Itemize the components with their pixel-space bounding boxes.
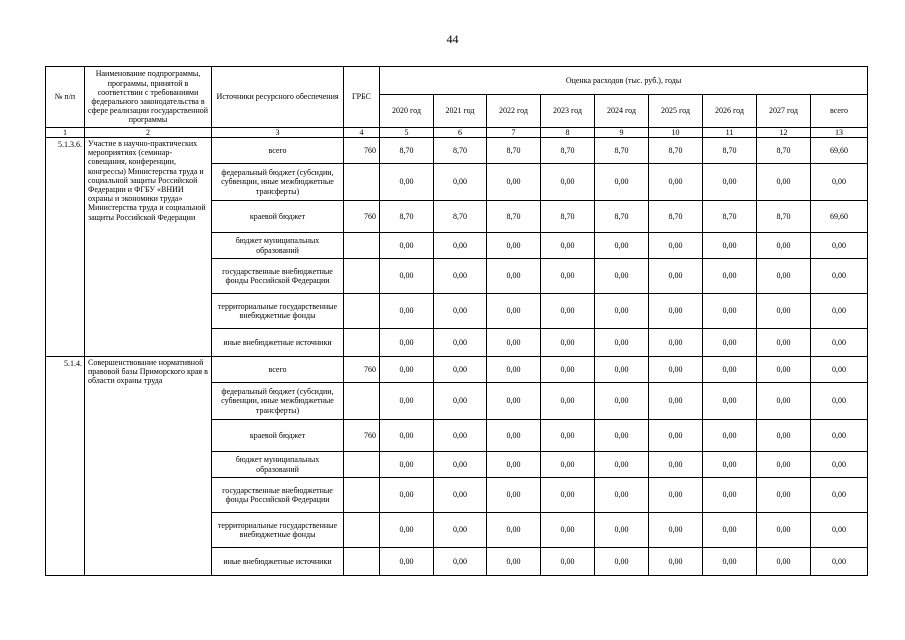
year-value: 0,00 xyxy=(757,452,811,478)
year-value: 0,00 xyxy=(541,259,595,294)
year-value: 0,00 xyxy=(649,357,703,383)
total-value: 69,60 xyxy=(811,201,868,233)
header-year: 2024 год xyxy=(595,95,649,128)
year-value: 8,70 xyxy=(595,201,649,233)
year-value: 0,00 xyxy=(595,357,649,383)
year-value: 0,00 xyxy=(703,478,757,513)
year-value: 0,00 xyxy=(595,452,649,478)
year-value: 0,00 xyxy=(434,259,487,294)
program-name: Совершенствование нормативной правовой базы Приморского края в области охраны труда xyxy=(85,357,212,576)
total-value: 0,00 xyxy=(811,548,868,576)
year-value: 0,00 xyxy=(541,513,595,548)
funding-source: всего xyxy=(212,357,344,383)
year-value: 0,00 xyxy=(757,259,811,294)
year-value: 8,70 xyxy=(380,138,434,164)
total-value: 0,00 xyxy=(811,452,868,478)
total-value: 69,60 xyxy=(811,138,868,164)
year-value: 0,00 xyxy=(434,233,487,259)
year-value: 0,00 xyxy=(649,452,703,478)
year-value: 0,00 xyxy=(380,548,434,576)
year-value: 8,70 xyxy=(541,138,595,164)
year-value: 8,70 xyxy=(757,138,811,164)
column-index: 8 xyxy=(541,128,595,138)
header-row-1 xyxy=(46,67,868,95)
total-value: 0,00 xyxy=(811,233,868,259)
year-value: 0,00 xyxy=(541,233,595,259)
row-number: 5.1.3.6. xyxy=(46,138,85,357)
year-value: 8,70 xyxy=(595,138,649,164)
year-value: 0,00 xyxy=(434,383,487,420)
column-index: 9 xyxy=(595,128,649,138)
year-value: 0,00 xyxy=(434,164,487,201)
year-value: 8,70 xyxy=(380,201,434,233)
total-value: 0,00 xyxy=(811,478,868,513)
year-value: 0,00 xyxy=(541,478,595,513)
year-value: 0,00 xyxy=(757,294,811,329)
year-value: 8,70 xyxy=(649,138,703,164)
funding-source: территориальные государственные внебюджетные фонды xyxy=(212,513,344,548)
grbs-code: 760 xyxy=(344,201,380,233)
funding-source: краевой бюджет xyxy=(212,201,344,233)
year-value: 0,00 xyxy=(380,233,434,259)
funding-source: федеральный бюджет (субсидии, субвенции, иные межбюджетные трансферты) xyxy=(212,383,344,420)
year-value: 0,00 xyxy=(757,233,811,259)
year-value: 0,00 xyxy=(757,383,811,420)
funding-source: государственные внебюджетные фонды Российской Федерации xyxy=(212,478,344,513)
year-value: 0,00 xyxy=(703,383,757,420)
year-value: 0,00 xyxy=(757,164,811,201)
year-value: 0,00 xyxy=(757,329,811,357)
year-value: 0,00 xyxy=(487,420,541,452)
column-index: 11 xyxy=(703,128,757,138)
column-index: 6 xyxy=(434,128,487,138)
column-index: 7 xyxy=(487,128,541,138)
year-value: 8,70 xyxy=(487,201,541,233)
total-value: 0,00 xyxy=(811,383,868,420)
grbs-code xyxy=(344,548,380,576)
year-value: 0,00 xyxy=(595,164,649,201)
header-year: 2020 год xyxy=(380,95,434,128)
year-value: 0,00 xyxy=(757,548,811,576)
year-value: 0,00 xyxy=(434,478,487,513)
funding-source: территориальные государственные внебюджетные фонды xyxy=(212,294,344,329)
column-index: 12 xyxy=(757,128,811,138)
grbs-code xyxy=(344,294,380,329)
grbs-code: 760 xyxy=(344,357,380,383)
year-value: 0,00 xyxy=(541,329,595,357)
year-value: 0,00 xyxy=(487,548,541,576)
column-index: 2 xyxy=(85,128,212,138)
funding-source: бюджет муниципальных образований xyxy=(212,452,344,478)
total-value: 0,00 xyxy=(811,294,868,329)
year-value: 0,00 xyxy=(595,259,649,294)
grbs-code xyxy=(344,259,380,294)
year-value: 0,00 xyxy=(434,329,487,357)
budget-table xyxy=(45,66,868,576)
year-value: 0,00 xyxy=(703,420,757,452)
total-value: 0,00 xyxy=(811,164,868,201)
year-value: 8,70 xyxy=(649,201,703,233)
funding-source: государственные внебюджетные фонды Российской Федерации xyxy=(212,259,344,294)
total-value: 0,00 xyxy=(811,420,868,452)
header-year: 2026 год xyxy=(703,95,757,128)
year-value: 0,00 xyxy=(649,329,703,357)
year-value: 0,00 xyxy=(703,164,757,201)
year-value: 0,00 xyxy=(434,294,487,329)
year-value: 8,70 xyxy=(757,201,811,233)
year-value: 0,00 xyxy=(380,420,434,452)
funding-source: всего xyxy=(212,138,344,164)
funding-source: федеральный бюджет (субсидии, субвенции, иные межбюджетные трансферты) xyxy=(212,164,344,201)
year-value: 0,00 xyxy=(649,294,703,329)
header-grbs: ГРБС xyxy=(344,67,380,128)
row-number: 5.1.4. xyxy=(46,357,85,576)
header-no: № п/п xyxy=(46,67,85,128)
column-index: 5 xyxy=(380,128,434,138)
year-value: 0,00 xyxy=(380,294,434,329)
funding-source: бюджет муниципальных образований xyxy=(212,233,344,259)
year-value: 0,00 xyxy=(595,383,649,420)
header-name: Наименование подпрограммы, программы, принятой в соответствии с требованиями федерального законодательства в сфере реализации государственной программы xyxy=(85,67,212,128)
column-index: 1 xyxy=(46,128,85,138)
year-value: 0,00 xyxy=(649,383,703,420)
year-value: 0,00 xyxy=(487,294,541,329)
year-value: 8,70 xyxy=(703,138,757,164)
year-value: 0,00 xyxy=(649,420,703,452)
column-index: 4 xyxy=(344,128,380,138)
total-value: 0,00 xyxy=(811,329,868,357)
year-value: 0,00 xyxy=(487,478,541,513)
year-value: 8,70 xyxy=(434,201,487,233)
year-value: 0,00 xyxy=(434,513,487,548)
header-estimate: Оценка расходов (тыс. руб.), годы xyxy=(380,67,868,95)
year-value: 0,00 xyxy=(541,357,595,383)
year-value: 0,00 xyxy=(703,294,757,329)
year-value: 0,00 xyxy=(595,478,649,513)
year-value: 0,00 xyxy=(487,452,541,478)
header-year: 2027 год xyxy=(757,95,811,128)
funding-source: краевой бюджет xyxy=(212,420,344,452)
year-value: 0,00 xyxy=(595,329,649,357)
grbs-code xyxy=(344,513,380,548)
column-index: 3 xyxy=(212,128,344,138)
year-value: 0,00 xyxy=(380,513,434,548)
year-value: 8,70 xyxy=(541,201,595,233)
year-value: 0,00 xyxy=(541,383,595,420)
header-total: всего xyxy=(811,95,868,128)
year-value: 0,00 xyxy=(380,259,434,294)
total-value: 0,00 xyxy=(811,513,868,548)
page-number: 44 xyxy=(446,32,459,46)
year-value: 0,00 xyxy=(757,478,811,513)
year-value: 0,00 xyxy=(487,259,541,294)
header-index-row xyxy=(46,128,868,138)
grbs-code xyxy=(344,383,380,420)
year-value: 0,00 xyxy=(380,383,434,420)
column-index: 10 xyxy=(649,128,703,138)
year-value: 0,00 xyxy=(757,357,811,383)
year-value: 8,70 xyxy=(434,138,487,164)
year-value: 0,00 xyxy=(703,233,757,259)
table-body xyxy=(46,138,868,576)
year-value: 0,00 xyxy=(434,420,487,452)
year-value: 0,00 xyxy=(541,164,595,201)
year-value: 0,00 xyxy=(649,164,703,201)
year-value: 0,00 xyxy=(703,357,757,383)
year-value: 0,00 xyxy=(380,452,434,478)
total-value: 0,00 xyxy=(811,259,868,294)
year-value: 0,00 xyxy=(487,164,541,201)
total-value: 0,00 xyxy=(811,357,868,383)
header-sources: Источники ресурсного обеспечения xyxy=(212,67,344,128)
year-value: 0,00 xyxy=(649,548,703,576)
year-value: 0,00 xyxy=(703,513,757,548)
year-value: 0,00 xyxy=(541,294,595,329)
year-value: 0,00 xyxy=(541,420,595,452)
year-value: 0,00 xyxy=(649,513,703,548)
year-value: 0,00 xyxy=(380,164,434,201)
funding-source: иные внебюджетные источники xyxy=(212,548,344,576)
year-value: 0,00 xyxy=(595,548,649,576)
header-year: 2025 год xyxy=(649,95,703,128)
year-value: 0,00 xyxy=(541,548,595,576)
year-value: 0,00 xyxy=(703,452,757,478)
header-year: 2023 год xyxy=(541,95,595,128)
header-year: 2022 год xyxy=(487,95,541,128)
year-value: 0,00 xyxy=(487,513,541,548)
year-value: 0,00 xyxy=(541,452,595,478)
header-year: 2021 год xyxy=(434,95,487,128)
year-value: 0,00 xyxy=(595,513,649,548)
year-value: 0,00 xyxy=(649,259,703,294)
funding-source: иные внебюджетные источники xyxy=(212,329,344,357)
column-index: 13 xyxy=(811,128,868,138)
year-value: 0,00 xyxy=(487,233,541,259)
year-value: 0,00 xyxy=(434,548,487,576)
grbs-code xyxy=(344,452,380,478)
year-value: 8,70 xyxy=(487,138,541,164)
year-value: 0,00 xyxy=(595,233,649,259)
grbs-code: 760 xyxy=(344,138,380,164)
year-value: 0,00 xyxy=(649,233,703,259)
year-value: 0,00 xyxy=(595,420,649,452)
grbs-code xyxy=(344,164,380,201)
year-value: 0,00 xyxy=(487,357,541,383)
grbs-code: 760 xyxy=(344,420,380,452)
year-value: 0,00 xyxy=(380,357,434,383)
year-value: 0,00 xyxy=(595,294,649,329)
year-value: 0,00 xyxy=(703,548,757,576)
table-row xyxy=(46,138,868,164)
year-value: 0,00 xyxy=(757,513,811,548)
grbs-code xyxy=(344,329,380,357)
year-value: 0,00 xyxy=(380,329,434,357)
year-value: 0,00 xyxy=(380,478,434,513)
table-row xyxy=(46,357,868,383)
grbs-code xyxy=(344,233,380,259)
year-value: 0,00 xyxy=(487,329,541,357)
year-value: 0,00 xyxy=(434,357,487,383)
year-value: 0,00 xyxy=(703,329,757,357)
program-name: Участие в научно-практических мероприятиях (семинар-совещания, конференции, конгрессы) Министерства труда и социальной защиты Российской Федерации и ФГБУ «ВНИИ охраны и экономики труда» Министерства труда и социальной защиты Российской Федерации xyxy=(85,138,212,357)
year-value: 0,00 xyxy=(434,452,487,478)
grbs-code xyxy=(344,478,380,513)
year-value: 0,00 xyxy=(703,259,757,294)
year-value: 0,00 xyxy=(487,383,541,420)
year-value: 0,00 xyxy=(649,478,703,513)
year-value: 0,00 xyxy=(757,420,811,452)
year-value: 8,70 xyxy=(703,201,757,233)
